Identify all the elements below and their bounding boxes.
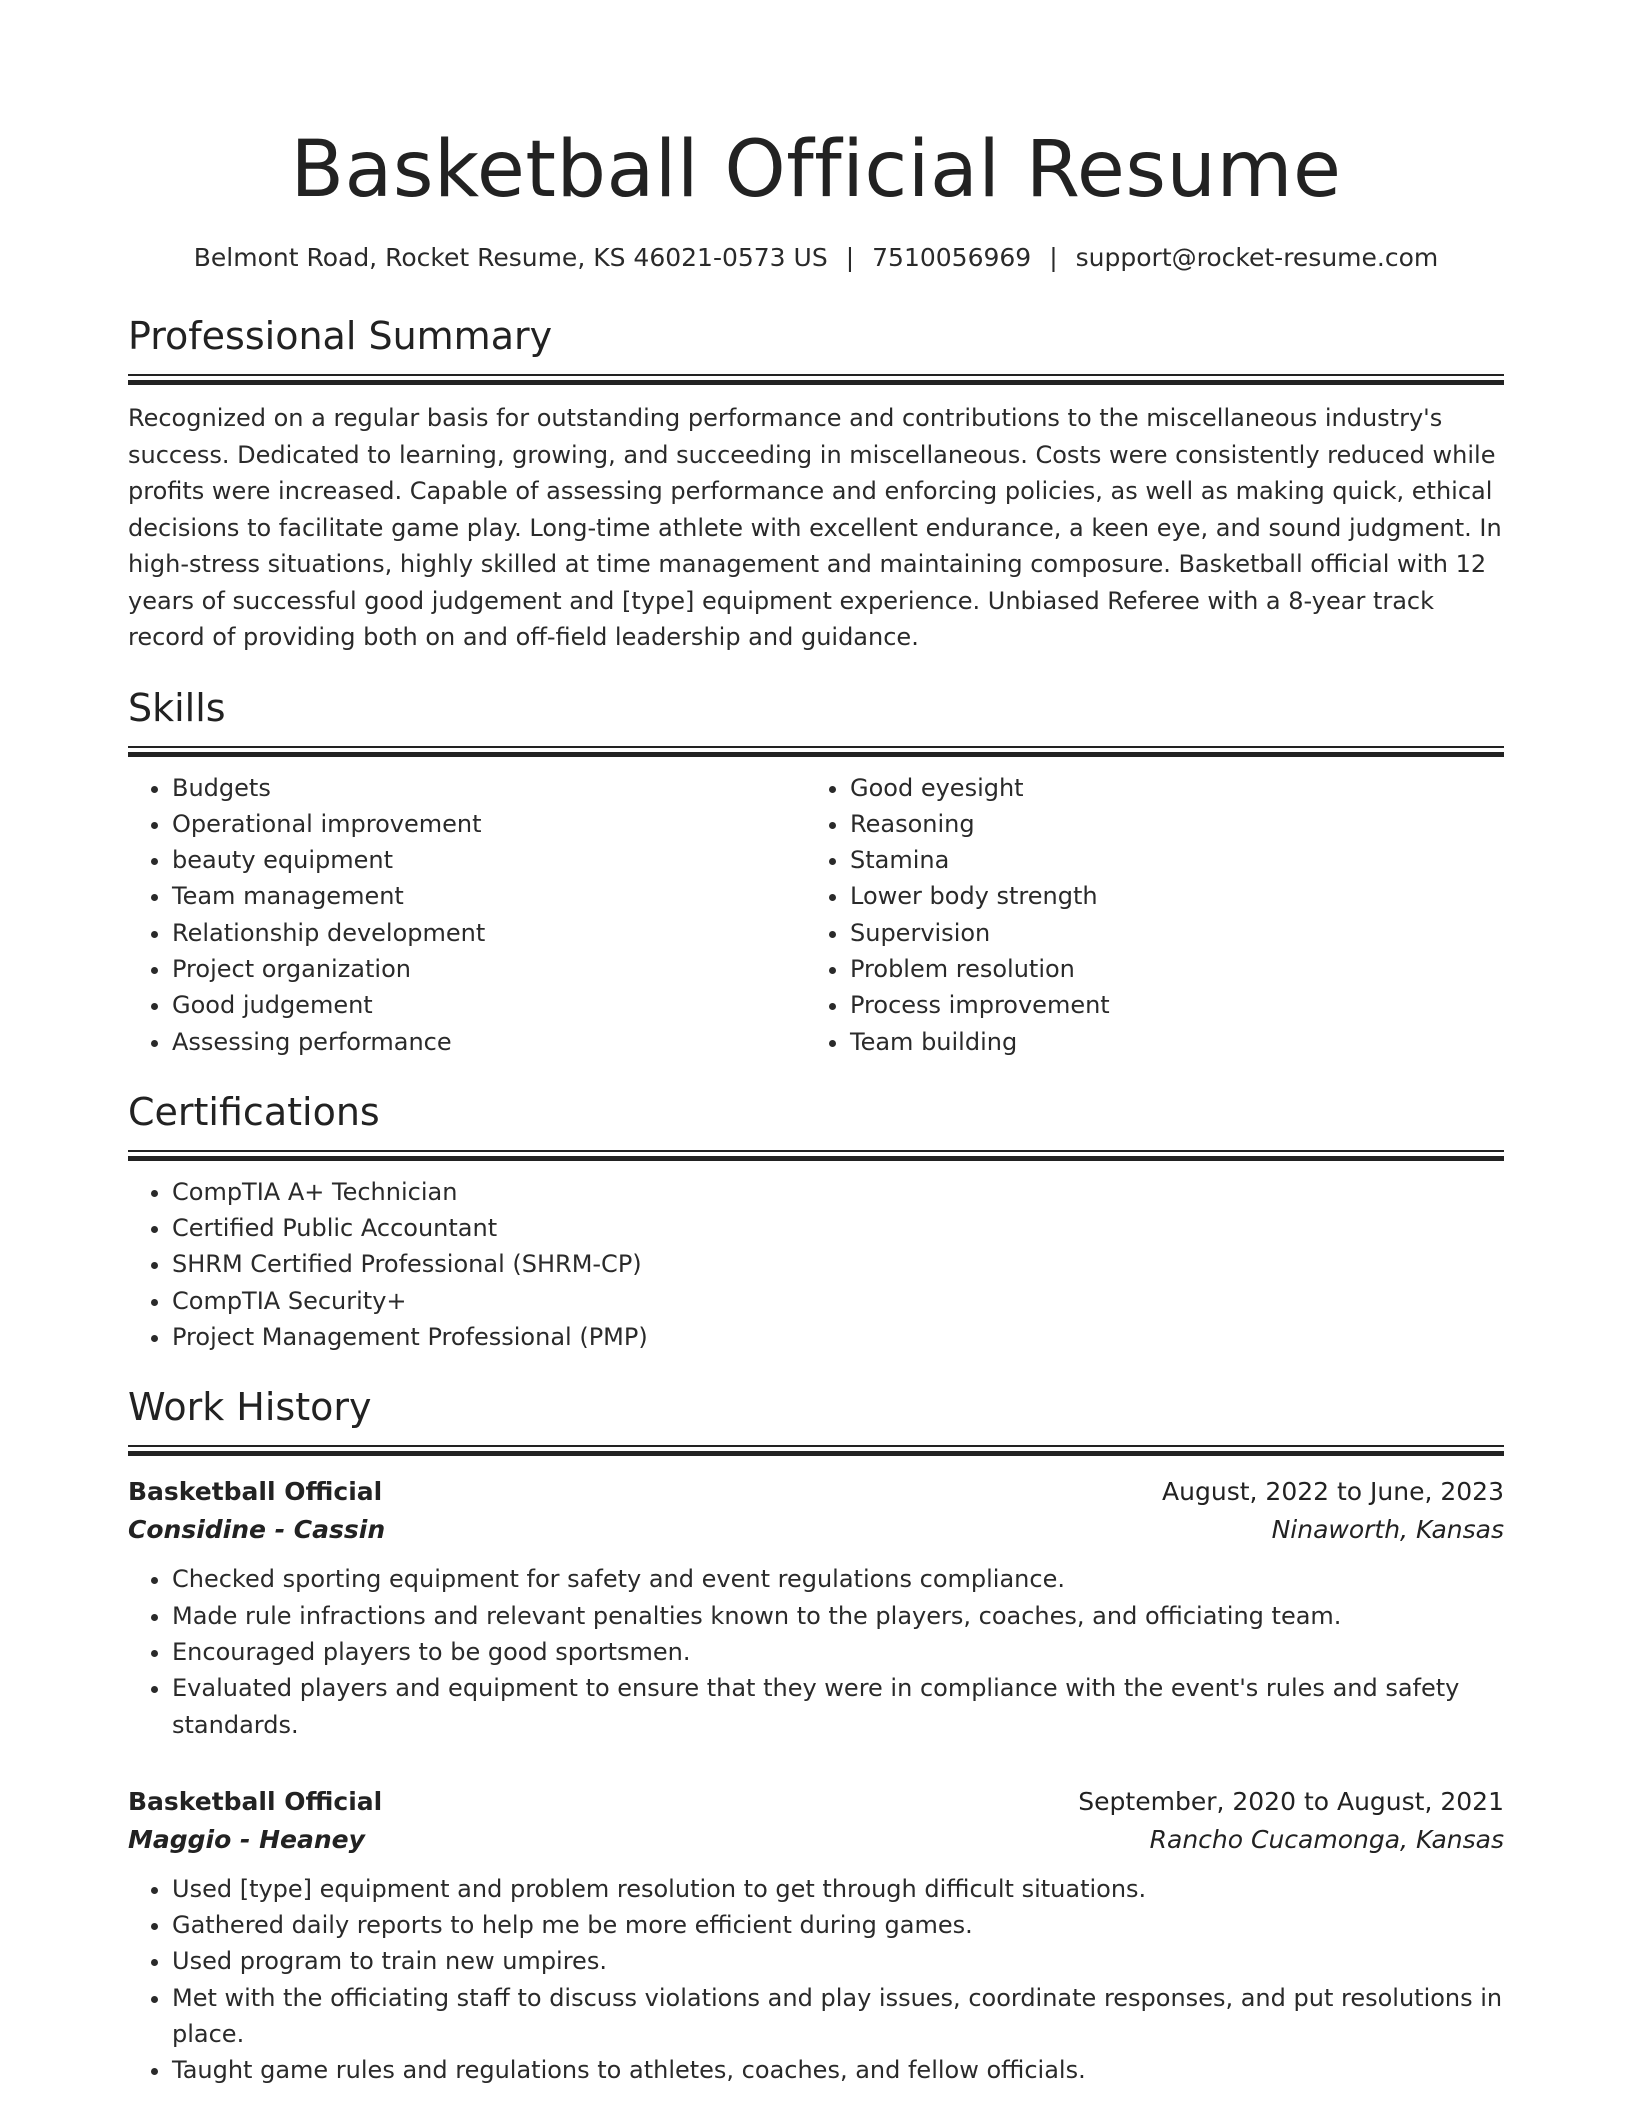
contact-separator: |	[1049, 243, 1058, 272]
contact-separator: |	[845, 243, 855, 272]
section-divider	[128, 1445, 1504, 1455]
job-company: Maggio - Heaney	[128, 1824, 365, 1854]
skill-item: • Supervision	[850, 915, 1484, 951]
job-location: Ninaworth, Kansas	[1271, 1515, 1504, 1545]
job-header-row	[128, 1783, 1504, 1821]
skill-item: • Process improvement	[850, 987, 1484, 1023]
section-divider	[128, 1150, 1504, 1160]
section-heading-summary: Professional Summary	[128, 314, 553, 358]
skills-list-right	[806, 770, 1484, 1060]
summary-section	[128, 312, 1504, 656]
job-location: Rancho Cucamonga, Kansas	[1149, 1824, 1504, 1854]
certifications-section	[128, 1088, 1504, 1355]
certification-item: • Certified Public Accountant	[172, 1210, 1504, 1246]
skill-item: • Relationship development	[172, 915, 806, 951]
job-duty-item: • Used [type] equipment and problem resolution to get through difficult situations.	[172, 1871, 1504, 1907]
job-duties-list	[128, 1871, 1504, 2089]
skill-item: • Reasoning	[850, 806, 1484, 842]
skill-item: • Good judgement	[172, 987, 806, 1023]
certification-item: • CompTIA Security+	[172, 1283, 1504, 1319]
resume-title: Basketball Official Resume	[290, 125, 1342, 215]
skill-item: • Team management	[172, 878, 806, 914]
job-duty-item: • Checked sporting equipment for safety and event regulations compliance.	[172, 1561, 1504, 1597]
skill-item: • beauty equipment	[172, 842, 806, 878]
job-entry	[128, 1473, 1504, 1742]
skills-list-left	[128, 770, 806, 1060]
skill-item: • Problem resolution	[850, 951, 1484, 987]
contact-line	[128, 242, 1504, 274]
section-divider	[128, 746, 1504, 756]
certifications-list	[128, 1174, 1504, 1355]
skill-item: • Team building	[850, 1024, 1484, 1060]
job-duty-item: • Encouraged players to be good sportsmen.	[172, 1634, 1504, 1670]
certification-item: • Project Management Professional (PMP)	[172, 1319, 1504, 1355]
contact-email: support@rocket-resume.com	[1075, 243, 1439, 272]
skills-section	[128, 684, 1504, 1060]
job-dates: September, 2020 to August, 2021	[1078, 1786, 1504, 1816]
job-title: Basketball Official	[128, 1786, 383, 1816]
contact-phone: 7510056969	[872, 243, 1032, 272]
skill-item: • Assessing performance	[172, 1024, 806, 1060]
job-company-row	[128, 1511, 1504, 1549]
job-duty-item: • Gathered daily reports to help me be more efficient during games.	[172, 1907, 1504, 1943]
summary-text: Recognized on a regular basis for outstanding performance and contributions to the miscellaneous industry's success. Dedicated to learning, growing, and succeeding in miscellaneous. Costs were consistently reduced while profits were increased. Capable of assessing performance and enforcing policies, as well as making quick, ethical decisions to facilitate game play. Long-time athlete with excellent endurance, a keen eye, and sound judgment. In high-stress situations, highly skilled at time management and maintaining composure. Basketball official with 12 years of successful good judgement and [type] equipment experience. Unbiased Referee with a 8-year track record of providing both on and off-field leadership and guidance.	[128, 404, 1502, 651]
job-duty-item: • Made rule infractions and relevant penalties known to the players, coaches, and officiating team.	[172, 1598, 1504, 1634]
certification-item: • SHRM Certified Professional (SHRM-CP)	[172, 1246, 1504, 1282]
work-history-section	[128, 1383, 1504, 2088]
certification-item: • CompTIA A+ Technician	[172, 1174, 1504, 1210]
job-duties-list	[128, 1561, 1504, 1742]
job-duty-item: • Evaluated players and equipment to ensure that they were in compliance with the event's rules and safety standards.	[172, 1670, 1504, 1743]
job-duty-item: • Taught game rules and regulations to athletes, coaches, and fellow officials.	[172, 2052, 1504, 2088]
resume-content	[128, 0, 1504, 2089]
section-heading-certifications: Certifications	[128, 1089, 380, 1134]
job-company-row	[128, 1821, 1504, 1859]
contact-address: Belmont Road, Rocket Resume, KS 46021-0573 US	[193, 243, 828, 272]
skill-item: • Operational improvement	[172, 806, 806, 842]
job-company: Considine - Cassin	[128, 1515, 386, 1545]
skill-item: • Stamina	[850, 842, 1484, 878]
job-duty-item: • Used program to train new umpires.	[172, 1943, 1504, 1979]
job-duty-item: • Met with the officiating staff to discuss violations and play issues, coordinate responses, and put resolutions in place.	[172, 1980, 1504, 2053]
section-heading-work-history: Work History	[128, 1385, 372, 1430]
skill-item: • Lower body strength	[850, 878, 1484, 914]
job-title: Basketball Official	[128, 1477, 383, 1507]
job-entry	[128, 1783, 1504, 2089]
skill-item: • Good eyesight	[850, 770, 1484, 806]
job-header-row	[128, 1473, 1504, 1511]
job-dates: August, 2022 to June, 2023	[1162, 1477, 1504, 1507]
section-heading-skills: Skills	[128, 685, 226, 730]
skills-columns	[128, 770, 1504, 1060]
skill-item: • Project organization	[172, 951, 806, 987]
section-divider	[128, 374, 1504, 384]
skill-item: • Budgets	[172, 770, 806, 806]
